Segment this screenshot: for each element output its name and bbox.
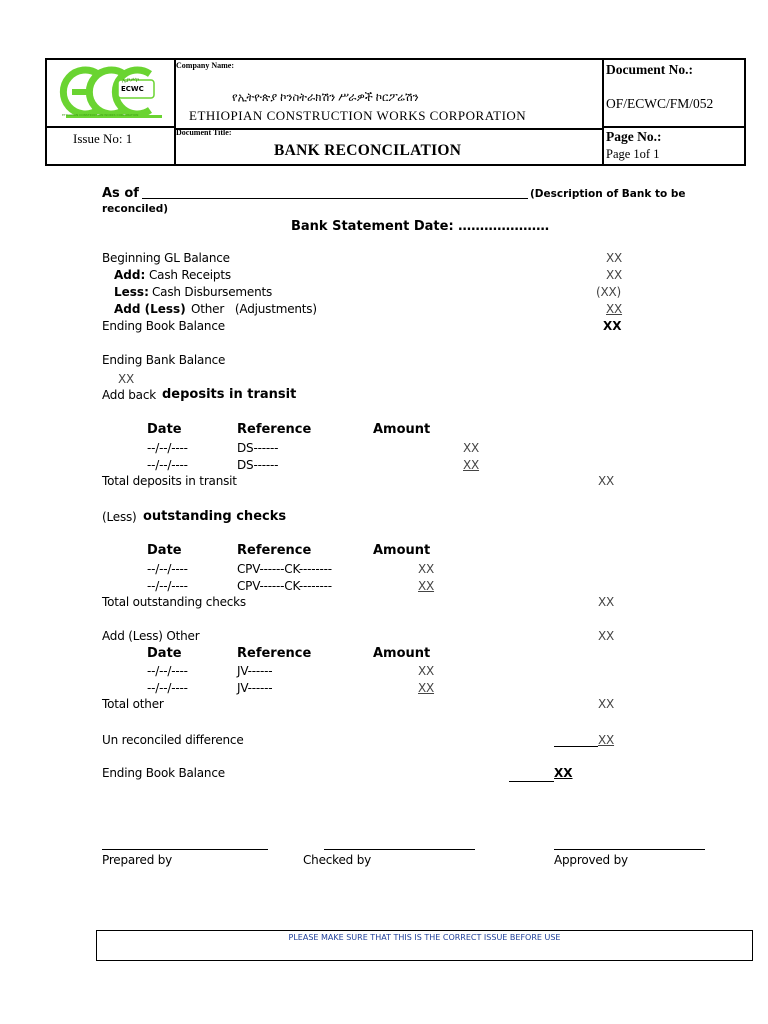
checks-row-date: --/--/---- [147,579,188,593]
prepared-by-label: Prepared by [102,853,173,867]
final-ending-book-balance-value: XX [554,766,573,780]
other-row-date: --/--/---- [147,664,188,678]
total-outstanding-value: XX [598,595,615,609]
cash-disbursements-label: Cash Disbursements [152,285,273,299]
other-adjustments-value: XX [606,302,623,316]
deposits-row-date: --/--/---- [147,441,188,455]
checks-row-reference: CPV------CK-------- [237,579,332,593]
checked-by-label: Checked by [303,853,372,867]
logo-caption: ETHIOPIAN CONSTRUCTION WORKS CORPORATION [62,113,139,117]
bank-description-note-cont: reconciled) [102,203,169,215]
other-col-reference: Reference [237,646,312,661]
cash-receipts-label: Cash Receipts [149,268,231,282]
beginning-gl-balance-label: Beginning GL Balance [102,251,230,265]
total-other-value: XX [598,697,615,711]
other-row-amount: XX [418,681,435,695]
other-row-amount: XX [418,664,435,678]
document-no-label: Document No.: [606,62,693,77]
issue-number: Issue No: 1 [73,131,133,146]
issue-notice-text: PLEASE MAKE SURE THAT THIS IS THE CORRECT ISSUE BEFORE USE [288,933,561,942]
prepared-by-line [102,849,268,850]
total-outstanding-label: Total outstanding checks [102,595,246,609]
other-adjustments-label: Other (Adjustments) [191,302,317,316]
logo-amharic: ኢኮሥኮ [122,77,140,84]
checked-by-line [324,849,475,850]
checks-row-reference: CPV------CK-------- [237,562,332,576]
deposits-row-amount: XX [463,441,480,455]
page-no-label: Page No.: [606,129,662,144]
checks-col-amount: Amount [373,543,431,558]
add-less-other-label: Add (Less) Other [102,629,200,643]
checks-row-amount: XX [418,562,435,576]
ending-book-balance-value: XX [603,319,622,333]
other-row-reference: JV------ [237,681,273,695]
less-label: Less: [114,285,149,299]
checks-col-reference: Reference [237,543,312,558]
document-no-value: OF/ECWC/FM/052 [606,96,714,111]
deposits-col-amount: Amount [373,422,431,437]
bank-description-note: (Description of Bank to be [530,188,686,200]
other-row-date: --/--/---- [147,681,188,695]
deposits-in-transit-heading: deposits in transit [162,387,297,402]
checks-col-date: Date [147,543,182,558]
as-of-label: As of [102,186,139,201]
unreconciled-line [554,746,598,747]
document-title-label: Document Title: [176,128,232,137]
as-of-line [142,198,528,199]
page-no-value: Page 1of 1 [606,147,660,161]
checks-row-date: --/--/---- [147,562,188,576]
add-back-label: Add back [102,388,156,402]
final-balance-line [509,781,554,782]
ending-bank-balance-label: Ending Bank Balance [102,353,226,367]
deposits-row-reference: DS------ [237,458,279,472]
ending-book-balance-label: Ending Book Balance [102,319,225,333]
other-row-reference: JV------ [237,664,273,678]
document-title: BANK RECONCILATION [274,142,462,159]
deposits-row-amount: XX [463,458,480,472]
other-col-date: Date [147,646,182,661]
cash-disbursements-value: (XX) [596,285,622,299]
less-paren-label: (Less) [102,510,137,524]
outstanding-checks-heading: outstanding checks [143,509,287,524]
deposits-row-date: --/--/---- [147,458,188,472]
deposits-row-reference: DS------ [237,441,279,455]
approved-by-line [554,849,705,850]
beginning-gl-value: XX [606,251,623,265]
bank-statement-date: Bank Statement Date: ………………… [291,219,550,234]
unreconciled-difference-value: XX [598,733,615,747]
add-less-label: Add (Less) [114,302,186,316]
add-label: Add: [114,268,146,282]
logo-text: ECWC [121,85,144,93]
total-deposits-label: Total deposits in transit [102,474,237,488]
other-col-amount: Amount [373,646,431,661]
deposits-col-date: Date [147,422,182,437]
approved-by-label: Approved by [554,853,628,867]
unreconciled-difference-label: Un reconciled difference [102,733,244,747]
deposits-col-reference: Reference [237,422,312,437]
checks-row-amount: XX [418,579,435,593]
total-other-label: Total other [102,697,164,711]
ending-bank-balance-value: XX [118,372,135,386]
cash-receipts-value: XX [606,268,623,282]
company-name-label: Company Name: [176,61,234,70]
final-ending-book-balance-label: Ending Book Balance [102,766,225,780]
total-deposits-value: XX [598,474,615,488]
company-name-amharic: የኢትዮጵያ ኮንስትራክሽን ሥራዎች ኮርፖሬሽን [232,92,419,104]
company-name-english: ETHIOPIAN CONSTRUCTION WORKS CORPORATION [189,108,527,123]
add-less-other-value: XX [598,629,615,643]
